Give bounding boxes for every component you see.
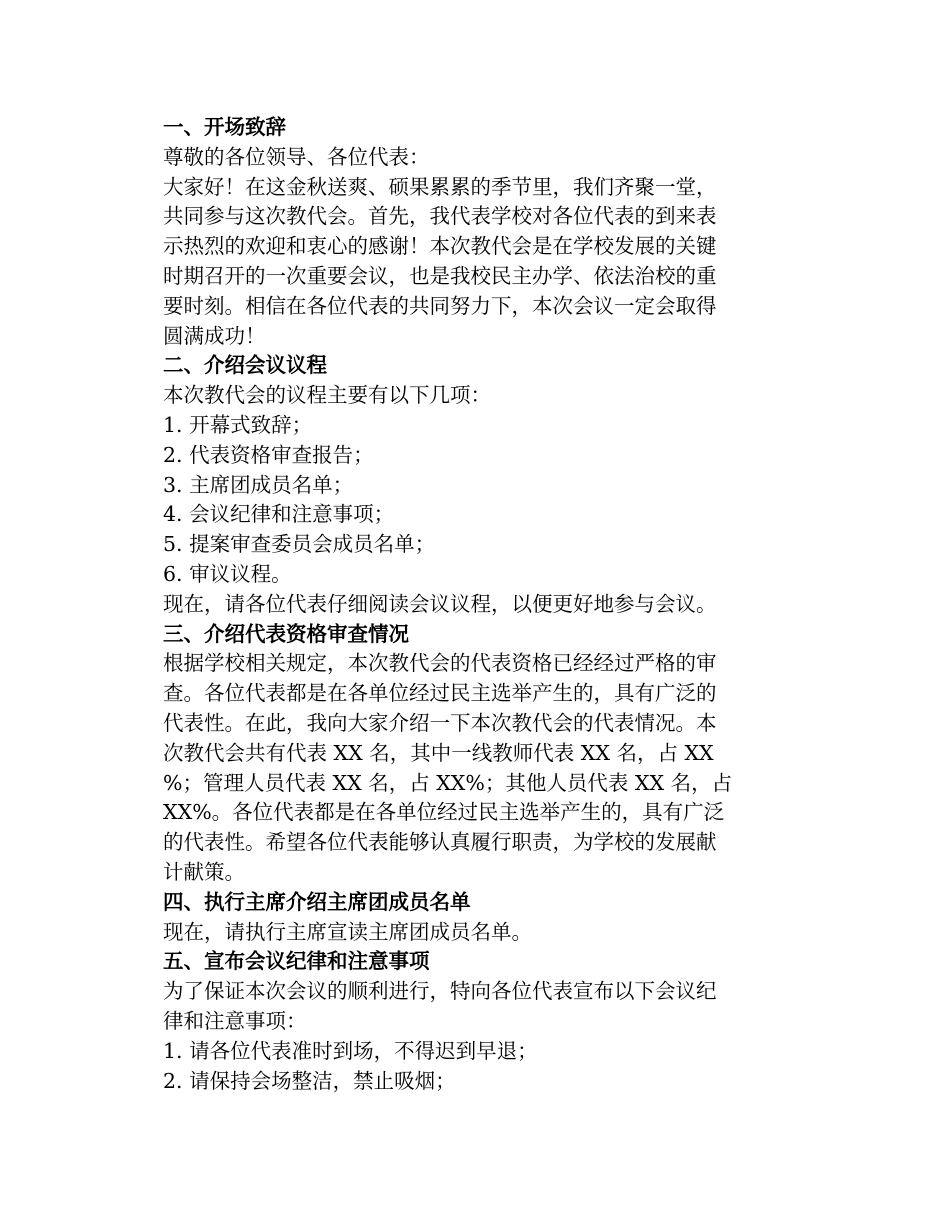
paragraph-line: XX%。各位代表都是在各单位经过民主选举产生的，具有广泛 (163, 800, 725, 825)
paragraph-line: 圆满成功！ (163, 323, 266, 348)
paragraph-line: 为了保证本次会议的顺利进行，特向各位代表宣布以下会议纪 (163, 979, 717, 1004)
paragraph-line: 现在，请执行主席宣读主席团成员名单。 (163, 919, 532, 944)
section-heading-agenda: 二、介绍会议议程 (163, 353, 327, 378)
list-item: 2. 代表资格审查报告； (163, 442, 374, 467)
paragraph-line: 要时刻。相信在各位代表的共同努力下，本次会议一定会取得 (163, 293, 717, 318)
paragraph-line: 查。各位代表都是在各单位经过民主选举产生的，具有广泛的 (163, 681, 717, 706)
list-item: 3. 主席团成员名单； (163, 472, 354, 497)
list-item: 1. 请各位代表准时到场，不得迟到早退； (163, 1038, 538, 1063)
section-heading-presidium: 四、执行主席介绍主席团成员名单 (163, 889, 471, 914)
paragraph-line: 律和注意事项： (163, 1008, 307, 1033)
paragraph-line: 现在，请各位代表仔细阅读会议议程，以便更好地参与会议。 (163, 591, 717, 616)
paragraph-line: 次教代会共有代表 XX 名，其中一线教师代表 XX 名，占 XX (163, 740, 714, 765)
paragraph-line: 的代表性。希望各位代表能够认真履行职责，为学校的发展献 (163, 830, 717, 855)
paragraph-line: 根据学校相关规定，本次教代会的代表资格已经经过严格的审 (163, 651, 717, 676)
paragraph-line: 尊敬的各位领导、各位代表： (163, 144, 430, 169)
paragraph-line: 计献策。 (163, 859, 245, 884)
paragraph-line: 代表性。在此，我向大家介绍一下本次教代会的代表情况。本 (163, 710, 717, 735)
section-heading-discipline: 五、宣布会议纪律和注意事项 (163, 949, 430, 974)
section-heading-qualification: 三、介绍代表资格审查情况 (163, 621, 409, 646)
document-page (163, 113, 777, 1096)
paragraph-line: 本次教代会的议程主要有以下几项： (163, 383, 491, 408)
paragraph-line: 共同参与这次教代会。首先，我代表学校对各位代表的到来表 (163, 204, 717, 229)
paragraph-line: %；管理人员代表 XX 名，占 XX%；其他人员代表 XX 名，占 (163, 770, 733, 795)
section-heading-opening: 一、开场致辞 (163, 115, 286, 139)
list-item: 5. 提案审查委员会成员名单； (163, 532, 436, 557)
list-item: 2. 请保持会场整洁，禁止吸烟； (163, 1068, 456, 1093)
list-item: 1. 开幕式致辞； (163, 412, 313, 437)
list-item: 6. 审议议程。 (163, 561, 292, 586)
paragraph-line: 示热烈的欢迎和衷心的感谢！本次教代会是在学校发展的关键 (163, 234, 717, 259)
list-item: 4. 会议纪律和注意事项； (163, 502, 395, 527)
paragraph-line: 时期召开的一次重要会议，也是我校民主办学、依法治校的重 (163, 263, 717, 288)
paragraph-line: 大家好！在这金秋送爽、硕果累累的季节里，我们齐聚一堂， (163, 174, 717, 199)
